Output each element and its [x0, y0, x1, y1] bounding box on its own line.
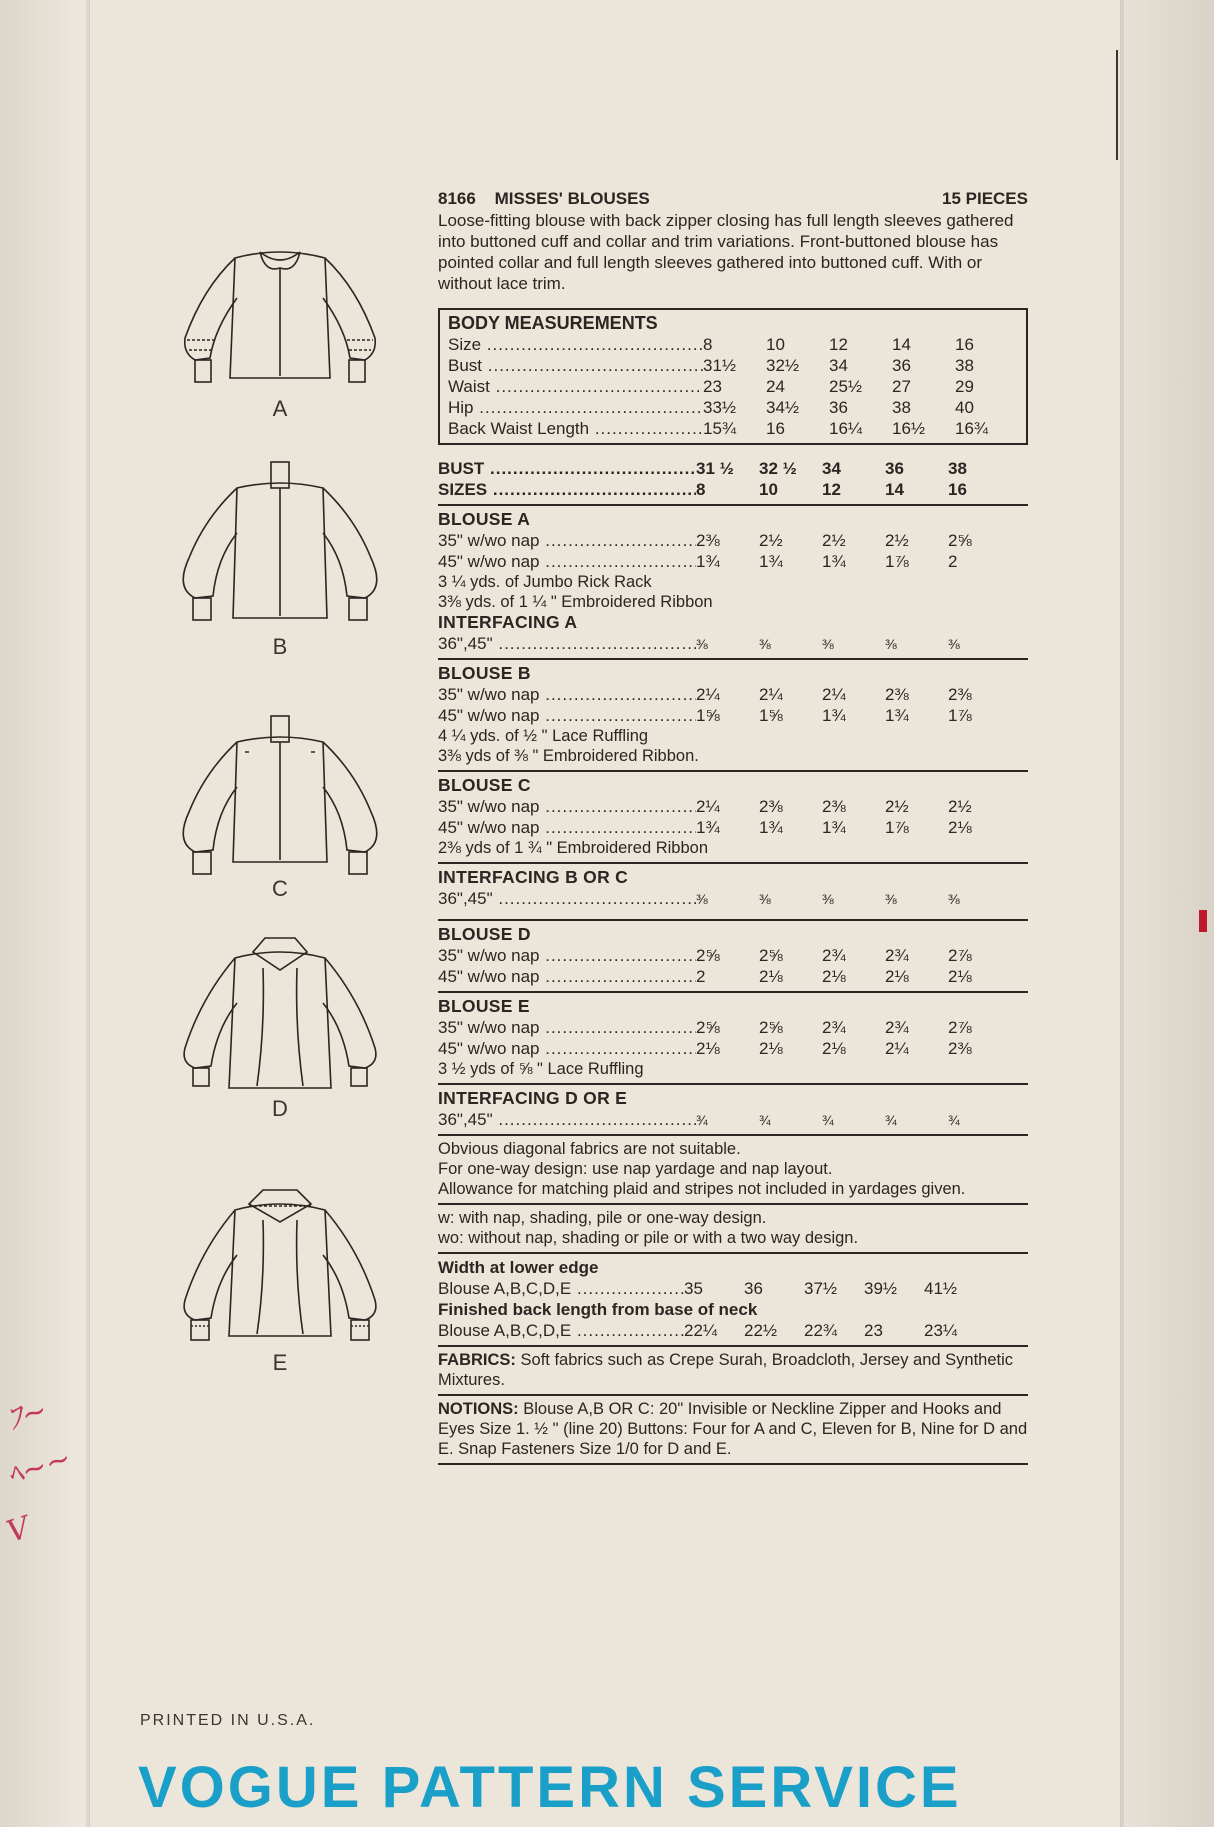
value-cell: 23 [864, 1321, 883, 1340]
interfacing-de-row [438, 1109, 1028, 1130]
value-cell: 16 [955, 335, 974, 354]
value-cell: 2½ [759, 531, 783, 550]
value-cell: 2¼ [885, 1039, 909, 1058]
value-cell: 1⅝ [696, 706, 720, 725]
row-values [696, 1038, 1011, 1059]
blouse-e-section [438, 991, 1028, 1079]
value-cell: 2¾ [885, 1018, 909, 1037]
edge-line [1116, 50, 1118, 160]
blouse-d-illustration [165, 928, 395, 1098]
value-cell: 1¾ [885, 706, 909, 725]
blouse-c-section [438, 770, 1028, 858]
view-label-d: D [272, 1096, 288, 1121]
view-label-c: C [272, 876, 288, 901]
value-cell: 2⅜ [696, 531, 720, 550]
value-cell: 2½ [885, 531, 909, 550]
value-cell: ⅜ [759, 636, 771, 652]
value-cell: 2⅛ [759, 1039, 783, 1058]
body-measurements-title: BODY MEASUREMENTS [448, 313, 658, 333]
value-cell: ¾ [759, 1112, 771, 1128]
value-cell: 22¼ [684, 1321, 718, 1340]
row-values [696, 705, 1011, 726]
sizes-label: SIZES ..... [438, 479, 696, 500]
pattern-number: 8166 [438, 189, 476, 208]
bust-label: BUST ..... [438, 458, 696, 479]
value-cell: 23¼ [924, 1321, 958, 1340]
value-cell: 2 [696, 967, 706, 986]
value-cell: 2¼ [696, 685, 720, 704]
value-cell: ⅜ [948, 636, 960, 652]
blouse-b-illustration [165, 458, 395, 628]
value-cell: 2⅛ [948, 967, 972, 986]
interfacing-bc-title: INTERFACING B OR C [438, 867, 629, 887]
row-values [703, 355, 1018, 376]
sizes-table [438, 455, 1028, 500]
fabrics-text: Soft fabrics such as Crepe Surah, Broadcloth, Jersey and Synthetic Mixtures. [438, 1351, 1014, 1389]
blouse-e-45-row [438, 1038, 1028, 1059]
blouse-c-45-row [438, 817, 1028, 838]
value-cell: 2⅛ [948, 818, 972, 837]
row-values [696, 1110, 1011, 1131]
row-label: Back Waist Length ..... [448, 418, 703, 439]
pattern-description: Loose-fitting blouse with back zipper closing has full length sleeves gathered into buttoned cuff and collar and trim variations. Front-buttoned blouse has pointed collar and full length sleeves gathered into buttoned cuff. With or without lace trim. [438, 211, 1014, 293]
pattern-title: MISSES' BLOUSES [494, 189, 650, 208]
value-cell: 1⅞ [885, 552, 909, 571]
row-values [696, 634, 1011, 655]
value-cell: 2¼ [822, 685, 846, 704]
value-cell: 32 ½ [759, 459, 797, 478]
blouse-e-illustration [165, 1180, 395, 1350]
blouse-d-45-row [438, 966, 1028, 987]
row-label: 36",45" ..... [438, 633, 696, 654]
value-cell: 2⅜ [822, 797, 846, 816]
value-cell: 2⅜ [948, 1039, 972, 1058]
row-label: 35" w/wo nap ..... [438, 530, 696, 551]
body-measurement-row [448, 355, 1018, 376]
view-label-e: E [272, 1350, 288, 1375]
interfacing-bc-row [438, 888, 1028, 909]
value-cell: 36 [829, 398, 848, 417]
value-cell: 2⅛ [696, 1039, 720, 1058]
blouse-d-35-row [438, 945, 1028, 966]
row-values [696, 551, 1011, 572]
blouse-a-section [438, 504, 1028, 654]
row-values [703, 376, 1018, 397]
pieces-count: 15 PIECES [942, 189, 1028, 208]
value-cell: 27 [892, 377, 911, 396]
yardage-chart [438, 188, 1028, 1465]
value-cell: 2½ [822, 531, 846, 550]
value-cell: 1⅞ [885, 818, 909, 837]
row-values [696, 889, 1011, 910]
value-cell: 33½ [703, 398, 737, 417]
row-values [696, 1017, 1011, 1038]
value-cell: 2¾ [885, 946, 909, 965]
value-cell: 16 [766, 419, 785, 438]
row-label: 35" w/wo nap ..... [438, 1017, 696, 1038]
value-cell: 2⅞ [948, 946, 972, 965]
value-cell: 10 [759, 480, 778, 499]
row-values [696, 796, 1011, 817]
row-label: 45" w/wo nap ..... [438, 705, 696, 726]
value-cell: ¾ [885, 1112, 897, 1128]
value-cell: 24 [766, 377, 785, 396]
value-cell: 41½ [924, 1279, 958, 1298]
value-cell: ¾ [696, 1112, 708, 1128]
row-label: 45" w/wo nap ..... [438, 817, 696, 838]
value-cell: ⅜ [885, 636, 897, 652]
value-cell: 32½ [766, 356, 800, 375]
row-label: Bust ..... [448, 355, 703, 376]
row-label: 35" w/wo nap ..... [438, 945, 696, 966]
value-cell: 8 [703, 335, 713, 354]
value-cell: 1¾ [822, 818, 846, 837]
bust-row [438, 458, 1028, 479]
value-cell: 31 ½ [696, 459, 734, 478]
value-cell: 2⅛ [885, 967, 909, 986]
value-cell: 2⅞ [948, 1018, 972, 1037]
row-values [684, 1320, 984, 1341]
row-label: 45" w/wo nap ..... [438, 551, 696, 572]
value-cell: 2⅝ [696, 946, 720, 965]
value-cell: 34 [822, 459, 841, 478]
notions-section [438, 1394, 1028, 1465]
blouse-a-45-row [438, 551, 1028, 572]
value-cell: 15¾ [703, 419, 737, 438]
blouse-b-35-row [438, 684, 1028, 705]
value-cell: 36 [744, 1279, 763, 1298]
back-length-row [438, 1320, 1028, 1341]
view-label-b: B [272, 634, 288, 659]
value-cell: 36 [885, 459, 904, 478]
value-cell: 2½ [948, 797, 972, 816]
width-lower-edge-row [438, 1278, 1028, 1299]
value-cell: 2⅛ [822, 1039, 846, 1058]
value-cell: 2⅝ [696, 1018, 720, 1037]
row-label: Hip ..... [448, 397, 703, 418]
one-way-note: For one-way design: use nap yardage and nap layout. [438, 1160, 833, 1178]
value-cell: 40 [955, 398, 974, 417]
body-measurements-box [438, 308, 1028, 445]
row-values [703, 334, 1018, 355]
view-label-a: A [272, 396, 288, 421]
row-label: 45" w/wo nap ..... [438, 1038, 696, 1059]
value-cell: 2¼ [759, 685, 783, 704]
value-cell: 14 [892, 335, 911, 354]
row-values [684, 1278, 984, 1299]
value-cell: ⅜ [696, 636, 708, 652]
blouse-b-45-row [438, 705, 1028, 726]
value-cell: 29 [955, 377, 974, 396]
blouse-c-illustration [165, 712, 395, 882]
back-length-title: Finished back length from base of neck [438, 1300, 758, 1319]
value-cell: 1¾ [822, 706, 846, 725]
row-values [696, 817, 1011, 838]
fabrics-label: FABRICS: [438, 1351, 516, 1369]
value-cell: 1¾ [696, 818, 720, 837]
value-cell: 31½ [703, 356, 737, 375]
blouse-e-35-row [438, 1017, 1028, 1038]
body-measurement-row [448, 418, 1018, 439]
row-values [696, 945, 1011, 966]
row-label: Blouse A,B,C,D,E ..... [438, 1320, 684, 1341]
interfacing-de-title: INTERFACING D OR E [438, 1088, 628, 1108]
value-cell: ⅜ [696, 891, 708, 907]
value-cell: 14 [885, 480, 904, 499]
value-cell: 35 [684, 1279, 703, 1298]
value-cell: ⅜ [885, 891, 897, 907]
red-mark [1199, 910, 1207, 932]
value-cell: ⅜ [822, 891, 834, 907]
sketch-view-c [165, 712, 395, 901]
blouse-d-section [438, 919, 1028, 987]
bust-values [696, 458, 1011, 479]
value-cell: ¾ [822, 1112, 834, 1128]
value-cell: 8 [696, 480, 706, 499]
value-cell: 2⅛ [822, 967, 846, 986]
value-cell: 1¾ [822, 552, 846, 571]
pattern-header [438, 188, 1028, 209]
value-cell: 23 [703, 377, 722, 396]
value-cell: 2⅝ [759, 946, 783, 965]
row-label: 35" w/wo nap ..... [438, 684, 696, 705]
value-cell: 37½ [804, 1279, 838, 1298]
brand-title: VOGUE PATTERN SERVICE [138, 1755, 962, 1820]
row-label: 36",45" ..... [438, 1109, 696, 1130]
value-cell: 2⅝ [759, 1018, 783, 1037]
row-values [703, 418, 1018, 439]
value-cell: 10 [766, 335, 785, 354]
blouse-c-title: BLOUSE C [438, 775, 531, 795]
value-cell: 1¾ [759, 552, 783, 571]
sketch-view-a [165, 228, 395, 421]
notions-text: Blouse A,B OR C: 20" Invisible or Neckline Zipper and Hooks and Eyes Size 1. ½ " (line 20) Buttons: Four for A and C, Eleven for B, Nine for D and E. Snap Fasteners Size 1/0 for D and E. [438, 1400, 1028, 1458]
value-cell: 16½ [892, 419, 926, 438]
row-label: 45" w/wo nap ..... [438, 966, 696, 987]
row-label: 36",45" ..... [438, 888, 696, 909]
row-label: 35" w/wo nap ..... [438, 796, 696, 817]
body-measurement-row [448, 334, 1018, 355]
value-cell: 39½ [864, 1279, 898, 1298]
body-measurement-row [448, 376, 1018, 397]
value-cell: 1⅝ [759, 706, 783, 725]
notions-label: NOTIONS: [438, 1400, 519, 1418]
sketch-view-b [165, 458, 395, 659]
blouse-c-35-row [438, 796, 1028, 817]
value-cell: 2⅝ [948, 531, 972, 550]
blouse-b-title: BLOUSE B [438, 663, 531, 683]
blouse-a-35-row [438, 530, 1028, 551]
value-cell: 1⅞ [948, 706, 972, 725]
value-cell: ⅜ [948, 891, 960, 907]
blouse-e-note-1: 3 ½ yds of ⅝ " Lace Ruffling [438, 1060, 644, 1078]
body-measurements-rows [448, 334, 1018, 439]
blouse-a-note-2: 3⅜ yds. of 1 ¼ " Embroidered Ribbon [438, 593, 713, 611]
value-cell: 25½ [829, 377, 863, 396]
value-cell: 1¾ [759, 818, 783, 837]
fabric-notes [438, 1134, 1028, 1199]
blouse-e-title: BLOUSE E [438, 996, 530, 1016]
value-cell: 16¼ [829, 419, 863, 438]
value-cell: 2¼ [696, 797, 720, 816]
without-nap-note: wo: without nap, shading or pile or with a two way design. [438, 1229, 859, 1247]
value-cell: 38 [948, 459, 967, 478]
value-cell: 12 [829, 335, 848, 354]
value-cell: 2⅜ [759, 797, 783, 816]
blouse-b-section [438, 658, 1028, 766]
printed-in-usa: PRINTED IN U.S.A. [140, 1712, 316, 1729]
value-cell: 22¾ [804, 1321, 838, 1340]
diagonal-note: Obvious diagonal fabrics are not suitable. [438, 1140, 741, 1158]
value-cell: 2⅜ [885, 685, 909, 704]
row-label: Waist ..... [448, 376, 703, 397]
blouse-d-title: BLOUSE D [438, 924, 531, 944]
handwritten-marks: ﾌ~ ﾍ~~ V [2, 1392, 76, 1551]
value-cell: 12 [822, 480, 841, 499]
value-cell: ⅜ [759, 891, 771, 907]
value-cell: 16 [948, 480, 967, 499]
value-cell: 38 [955, 356, 974, 375]
interfacing-de-section [438, 1083, 1028, 1130]
blouse-a-title: BLOUSE A [438, 509, 531, 529]
blouse-b-note-2: 3⅜ yds of ⅜ " Embroidered Ribbon. [438, 747, 699, 765]
value-cell: ⅜ [822, 636, 834, 652]
sizes-values [696, 479, 1011, 500]
with-nap-note: w: with nap, shading, pile or one-way design. [438, 1209, 767, 1227]
row-values [703, 397, 1018, 418]
sizes-row [438, 479, 1028, 500]
finished-measurements [438, 1252, 1028, 1341]
value-cell: 36 [892, 356, 911, 375]
value-cell: 2⅛ [759, 967, 783, 986]
blouse-b-note-1: 4 ¼ yds. of ½ " Lace Ruffling [438, 727, 649, 745]
value-cell: 2¾ [822, 946, 846, 965]
row-values [696, 530, 1011, 551]
interfacing-bc-section [438, 862, 1028, 909]
body-measurement-row [448, 397, 1018, 418]
width-lower-edge-title: Width at lower edge [438, 1258, 599, 1277]
value-cell: 1¾ [696, 552, 720, 571]
row-label: Blouse A,B,C,D,E ..... [438, 1278, 684, 1299]
value-cell: 38 [892, 398, 911, 417]
plaid-note: Allowance for matching plaid and stripes not included in yardages given. [438, 1180, 966, 1198]
value-cell: 2¾ [822, 1018, 846, 1037]
blouse-a-note-1: 3 ¼ yds. of Jumbo Rick Rack [438, 573, 652, 591]
sketch-view-d [165, 928, 395, 1121]
value-cell: 2½ [885, 797, 909, 816]
fabrics-section [438, 1345, 1028, 1390]
value-cell: 22½ [744, 1321, 778, 1340]
value-cell: 34 [829, 356, 848, 375]
blouse-a-illustration [165, 228, 395, 388]
interfacing-a-row [438, 633, 1028, 654]
value-cell: 34½ [766, 398, 800, 417]
row-values [696, 966, 1011, 987]
blouse-c-note-1: 2⅜ yds of 1 ¾ " Embroidered Ribbon [438, 839, 709, 857]
row-values [696, 684, 1011, 705]
interfacing-a-title: INTERFACING A [438, 612, 578, 632]
value-cell: 2 [948, 552, 958, 571]
row-label: Size ..... [448, 334, 703, 355]
value-cell: ¾ [948, 1112, 960, 1128]
value-cell: 2⅜ [948, 685, 972, 704]
sketch-view-e [165, 1180, 395, 1375]
nap-notes [438, 1203, 1028, 1248]
value-cell: 16¾ [955, 419, 989, 438]
